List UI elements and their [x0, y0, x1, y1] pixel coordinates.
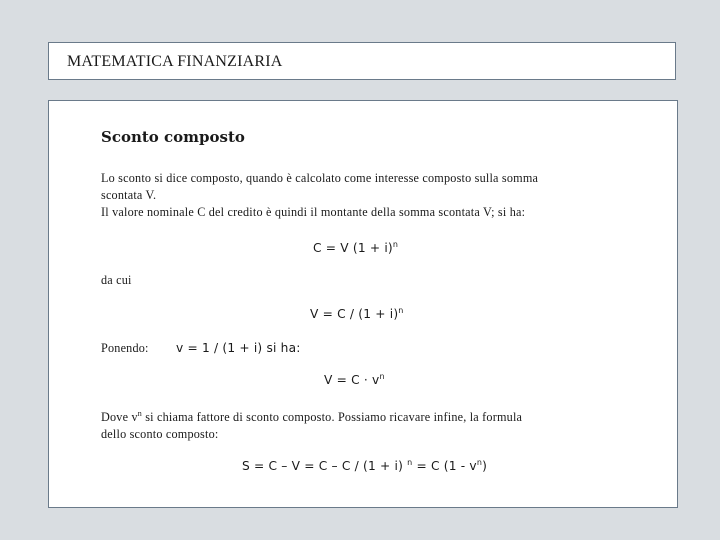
da-cui-label: da cui [101, 273, 132, 287]
ponendo-expression: v = 1 / (1 + i) si ha: [176, 341, 301, 355]
formula-sconto-part3: ) [482, 459, 488, 473]
intro-line-3: Il valore nominale C del credito è quindi il montante della somma scontata V; si ha: [101, 205, 526, 219]
formula-valore-attuale [310, 306, 404, 321]
formula-sconto-exp2: n [476, 458, 483, 467]
formula-montante [313, 240, 398, 255]
ponendo-label-text: Ponendo: [101, 341, 149, 355]
section-heading: Sconto composto [101, 128, 245, 146]
dove-line-1 [101, 405, 522, 426]
formula-sconto-exp1: n [407, 458, 413, 467]
title-bar [48, 42, 676, 80]
formula-v-fattore-text: V = C · v [324, 373, 380, 387]
intro-line-2: scontata V. [101, 188, 157, 202]
intro-paragraph [101, 170, 538, 221]
dove-line-1-exp: n [137, 409, 142, 418]
formula-v-fattore-exp: n [379, 372, 385, 381]
dove-line-1-a: Dove v [101, 410, 138, 424]
dove-line-1-b: si chiama fattore di sconto composto. Possiamo ricavare infine, la formula [141, 410, 523, 424]
intro-line-1: Lo sconto si dice composto, quando è calcolato come interesse composto sulla somma [101, 171, 539, 185]
da-cui-text [101, 272, 132, 289]
formula-sconto-composto [242, 458, 487, 473]
ponendo-label [101, 340, 149, 357]
formula-valore-attuale-text: V = C / (1 + i) [310, 307, 399, 321]
formula-v-fattore [324, 372, 385, 387]
formula-montante-exp: n [392, 240, 399, 249]
dove-paragraph [101, 405, 522, 443]
formula-sconto-part2: = C (1 - v [412, 459, 477, 473]
formula-valore-attuale-exp: n [398, 306, 404, 315]
formula-sconto-part1: S = C – V = C – C / (1 + i) [242, 459, 408, 473]
formula-montante-text: C = V (1 + i) [313, 241, 393, 255]
content-panel [48, 100, 678, 508]
dove-line-2: dello sconto composto: [101, 427, 219, 441]
page-title: MATEMATICA FINANZIARIA [67, 53, 283, 70]
